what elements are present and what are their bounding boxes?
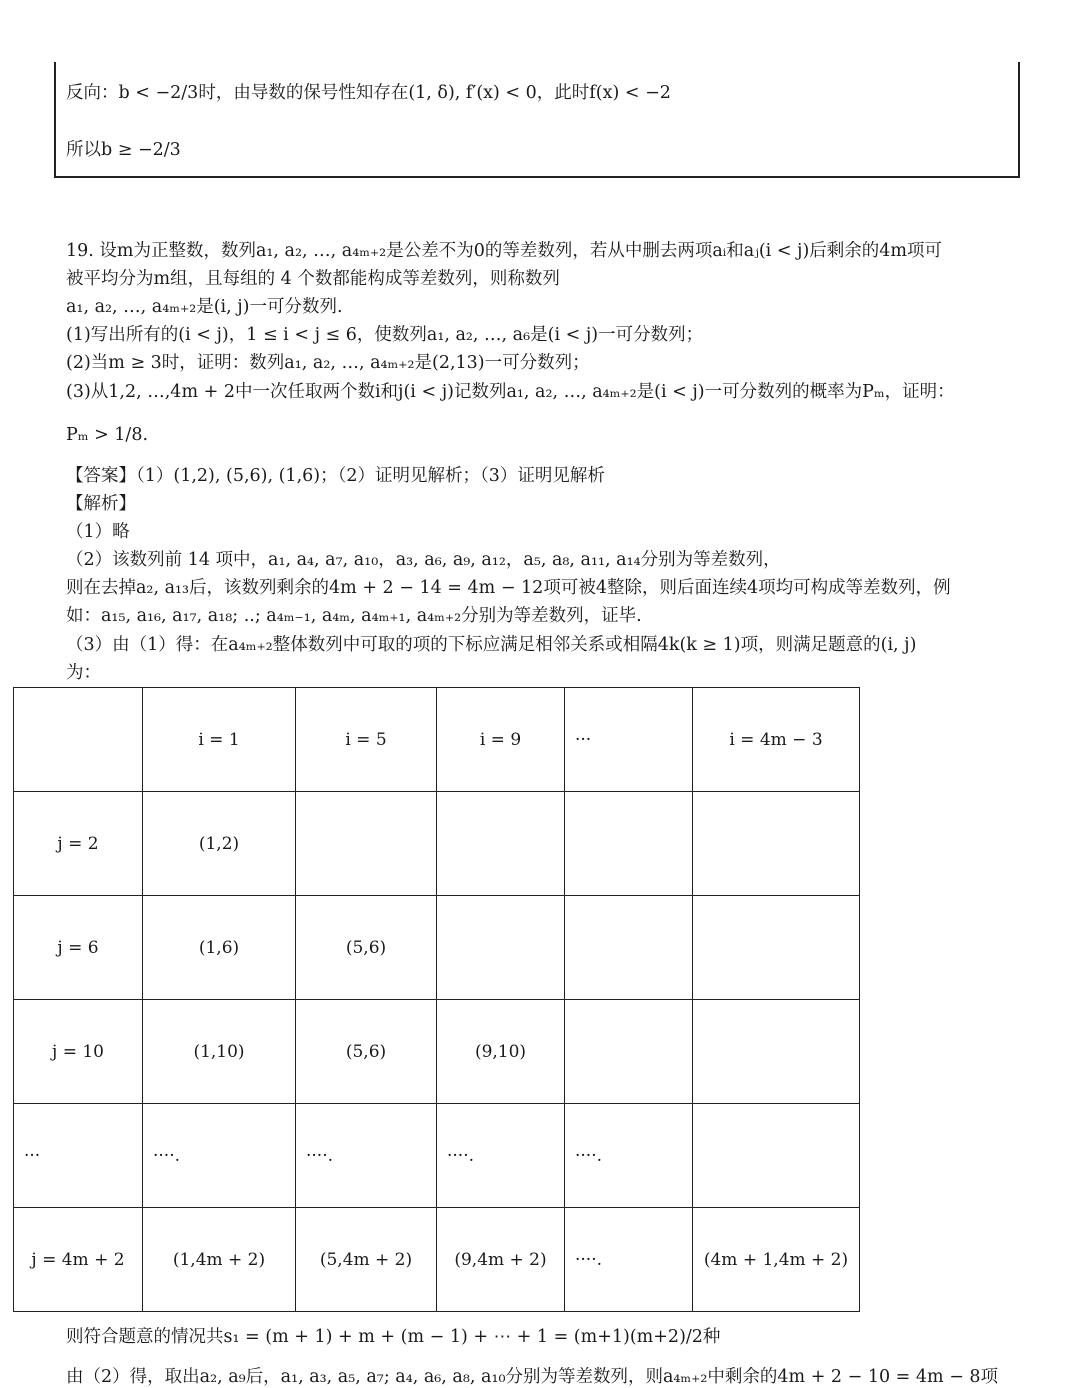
table-row (14, 896, 860, 1000)
prev-solution-line-1: 反向：b < −2/3时，由导数的保号性知存在(1, δ), f′(x) < 0，此时f(x) < −2 (66, 83, 671, 103)
table-row (14, 792, 860, 896)
question-1: (1)写出所有的(i < j)，1 ≤ i < j ≤ 6，使数列a₁, a₂, …, a₆是(i < j)一可分数列； (66, 325, 704, 345)
analysis-label: 【解析】 (66, 494, 136, 514)
question-2: (2)当m ≥ 3时，证明：数列a₁, a₂, …, a₄ₘ₊₂是(2,13)一可分数列； (66, 353, 590, 373)
table-cell: ····. (565, 1104, 693, 1208)
table-cell (14, 688, 143, 792)
table-header-cell: i = 5 (296, 688, 437, 792)
table-row (14, 1208, 860, 1312)
row-label: j = 10 (14, 1000, 143, 1104)
analysis-part-1: （1）略 (66, 522, 130, 542)
row-label: j = 4m + 2 (14, 1208, 143, 1312)
table-cell: (1,4m + 2) (143, 1208, 296, 1312)
table-cell (565, 896, 693, 1000)
table-cell: (5,6) (296, 1000, 437, 1104)
table-cell (693, 792, 860, 896)
table-header-cell: ··· (565, 688, 693, 792)
table-header-cell: i = 1 (143, 688, 296, 792)
table-cell (565, 792, 693, 896)
table-cell (437, 792, 565, 896)
table-cell: ····. (296, 1104, 437, 1208)
table-row (14, 1000, 860, 1104)
table-cell (296, 792, 437, 896)
question-3: (3)从1,2, …,4m + 2中一次任取两个数i和j(i < j)记数列a₁, a₂, …, a₄ₘ₊₂是(i < j)一可分数列的概率为Pₘ，证明： (66, 382, 955, 402)
table-cell (565, 1000, 693, 1104)
table-cell: (9,10) (437, 1000, 565, 1104)
question-3-end: Pₘ > 1/8. (66, 425, 149, 445)
problem-line-1: 19. 设m为正整数，数列a₁, a₂, …, a₄ₘ₊₂是公差不为0的等差数列，若从中删去两项aᵢ和aⱼ(i < j)后剩余的4m项可 (66, 241, 943, 261)
table-cell (693, 896, 860, 1000)
table-cell: ····. (565, 1208, 693, 1312)
prev-solution-line-2: 所以b ≥ −2/3 (66, 140, 181, 160)
table-cell: (1,10) (143, 1000, 296, 1104)
table-cell (693, 1104, 860, 1208)
table-cell: (9,4m + 2) (437, 1208, 565, 1312)
footer-line-2: 由（2）得，取出a₂, a₉后，a₁, a₃, a₅, a₇; a₄, a₆, a₈, a₁₀分别为等差数列，则a₄ₘ₊₂中剩余的4m + 2 − 10 = 4m − 8项 (66, 1367, 999, 1387)
table-cell: (5,4m + 2) (296, 1208, 437, 1312)
table-cell: (1,6) (143, 896, 296, 1000)
table-cell: ····. (143, 1104, 296, 1208)
table-header-cell: i = 9 (437, 688, 565, 792)
table-header-cell: i = 4m − 3 (693, 688, 860, 792)
analysis-part-2c: 如：a₁₅, a₁₆, a₁₇, a₁₈; ..; a₄ₘ₋₁, a₄ₘ, a₄ₘ₊₁, a₄ₘ₊₂分别为等差数列，证毕. (66, 606, 642, 626)
previous-solution-box (54, 62, 1020, 178)
table-cell (437, 896, 565, 1000)
table-cell (693, 1000, 860, 1104)
problem-line-2: 被平均分为m组，且每组的 4 个数都能构成等差数列，则称数列 (66, 269, 560, 289)
row-label: j = 2 (14, 792, 143, 896)
analysis-part-3b: 为： (66, 663, 101, 683)
analysis-part-2a: （2）该数列前 14 项中，a₁, a₄, a₇, a₁₀，a₃, a₆, a₉, a₁₂，a₅, a₈, a₁₁, a₁₄分别为等差数列， (66, 550, 781, 570)
footer-line-1: 则符合题意的情况共s₁ = (m + 1) + m + (m − 1) + ⋯ + 1 = (m+1)(m+2)/2种 (66, 1327, 721, 1347)
analysis-part-3a: （3）由（1）得：在a₄ₘ₊₂整体数列中可取的项的下标应满足相邻关系或相隔4k(k ≥ 1)项，则满足题意的(i, j) (66, 635, 917, 655)
table-cell: (4m + 1,4m + 2) (693, 1208, 860, 1312)
table-row (14, 1104, 860, 1208)
table-header-row (14, 688, 860, 792)
problem-line-3: a₁, a₂, …, a₄ₘ₊₂是(i, j)一可分数列. (66, 297, 343, 317)
row-label: j = 6 (14, 896, 143, 1000)
ij-pairs-table (13, 687, 860, 1312)
answer-line: 【答案】（1）(1,2), (5,6), (1,6)；（2）证明见解析；（3）证明见解析 (66, 466, 605, 486)
analysis-part-2b: 则在去掉a₂, a₁₃后，该数列剩余的4m + 2 − 14 = 4m − 12项可被4整除，则后面连续4项均可构成等差数列，例 (66, 578, 951, 598)
table-cell: ····. (437, 1104, 565, 1208)
table-cell: (5,6) (296, 896, 437, 1000)
table-cell: (1,2) (143, 792, 296, 896)
row-label: ··· (14, 1104, 143, 1208)
